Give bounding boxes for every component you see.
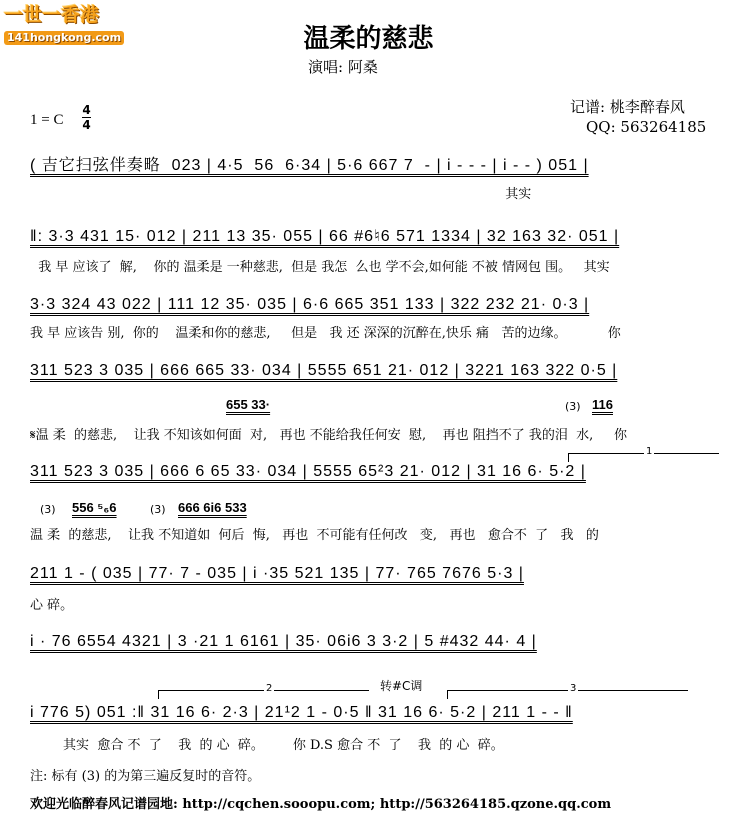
third-repeat-label: (3) <box>565 400 581 413</box>
notation: ‖: 3·3 431 15· 012 | 211 13 35· 055 | 66 #6♮6 571 1334 | 32 163 32· 051 | <box>30 228 620 245</box>
volta-3 <box>447 683 688 699</box>
score-line-3 <box>30 296 720 314</box>
third-repeat-label: (3) <box>150 503 166 516</box>
logo-top-text: 一世一香港 <box>4 4 100 26</box>
lyrics-line-1: 其实 <box>30 187 532 202</box>
qq-number: QQ: 563264185 <box>586 118 707 136</box>
footer-links: 欢迎光临醉春风记谱园地: http://cqchen.sooopu.com; http://563264185.qzone.qq.com <box>30 797 612 812</box>
singer-label: 演唱: 阿桑 <box>308 58 378 76</box>
volta-number: 2 <box>266 683 273 694</box>
third-repeat-label: (3) <box>40 503 56 516</box>
transcriber: 记谱: 桃李醉春风 <box>570 98 685 116</box>
notation: i · 76 6554 4321 | 3 ·21 1 6161 | 35· 06i6 3 3·2 | 5 #432 44· 4 | <box>30 633 537 650</box>
notation: 311 523 3 035 | 666 6 65 33· 034 | 5555 65²3 21· 012 | 31 16 6· 5·2 | <box>30 463 586 480</box>
repeat-note: 注: 标有 (3) 的为第三遍反复时的音符。 <box>30 769 261 784</box>
credits <box>570 97 706 137</box>
alternate-notes: 556 ⁵₆6 <box>72 500 117 515</box>
notation: 211 1 - ( 035 | 77· 7 - 035 | i ·35 521 135 | 77· 765 7676 5·3 | <box>30 565 524 582</box>
notation: 311 523 3 035 | 666 665 33· 034 | 5555 651 21· 012 | 3221 163 322 0·5 | <box>30 362 618 379</box>
notation: ( 吉它扫弦伴奏略 023 | 4·5 56 6·34 | 5·6 667 7 - | i - - - | i - - ) 051 | <box>30 157 589 174</box>
time-signature-top: 4 <box>82 103 91 117</box>
logo-url-text: 141hongkong.com <box>4 31 124 45</box>
alternate-notes: 666 6i6 533 <box>178 500 247 515</box>
time-signature <box>82 104 91 131</box>
lyrics-line-6: 心 碎。 <box>30 598 74 613</box>
score-line-5 <box>30 463 720 481</box>
volta-number: 1 <box>646 446 653 457</box>
score-line-1 <box>30 152 720 175</box>
time-signature-bottom: 4 <box>82 118 91 132</box>
lyrics-line-8: 其实 愈合 不 了 我 的 心 碎。 你 D.S 愈合 不 了 我 的 心 碎。 <box>30 738 504 753</box>
song-title: 温柔的慈悲 <box>303 24 434 54</box>
alternate-notes: 655 33· <box>226 397 271 412</box>
alternate-notes: 116 <box>592 397 613 412</box>
lyrics-line-3: 我 早 应该告 别, 你的 温柔和你的慈悲, 但是 我 还 深深的沉醉在,快乐 痛 苦的边缘。 你 <box>30 326 621 341</box>
key-signature: 1 = C <box>30 112 64 128</box>
modulation-label: 转#C调 <box>380 679 423 693</box>
lyrics-line-5: 温 柔 的慈悲, 让我 不知道如 何后 悔, 再也 不可能有任何改 变, 再也 愈合不 了 我 的 <box>30 528 599 543</box>
score-line-4 <box>30 362 720 380</box>
lyrics-line-2: 我 早 应该了 解, 你的 温柔是 一种慈悲, 但是 我怎 么也 学不会,如何能 不被 情网包 围。 其实 <box>30 260 610 275</box>
score-line-7 <box>30 633 720 651</box>
score-line-2 <box>30 226 720 246</box>
lyrics-line-4: 𝄋温 柔 的慈悲, 让我 不知该如何面 对, 再也 不能给我任何安 慰, 再也 阻挡不了 我的泪 水, 你 <box>30 428 627 443</box>
notation: i 776 5) 051 :‖ 31 16 6· 2·3 | 21¹2 1 - 0·5 ‖ 31 16 6· 5·2 | 211 1 - - ‖ <box>30 704 573 721</box>
volta-1 <box>568 446 719 462</box>
score-line-8 <box>30 704 720 722</box>
volta-number: 3 <box>570 683 577 694</box>
notation: 3·3 324 43 022 | 111 12 35· 035 | 6·6 665 351 133 | 322 232 21· 0·3 | <box>30 296 590 313</box>
score-line-6 <box>30 565 720 583</box>
volta-2 <box>158 683 369 699</box>
